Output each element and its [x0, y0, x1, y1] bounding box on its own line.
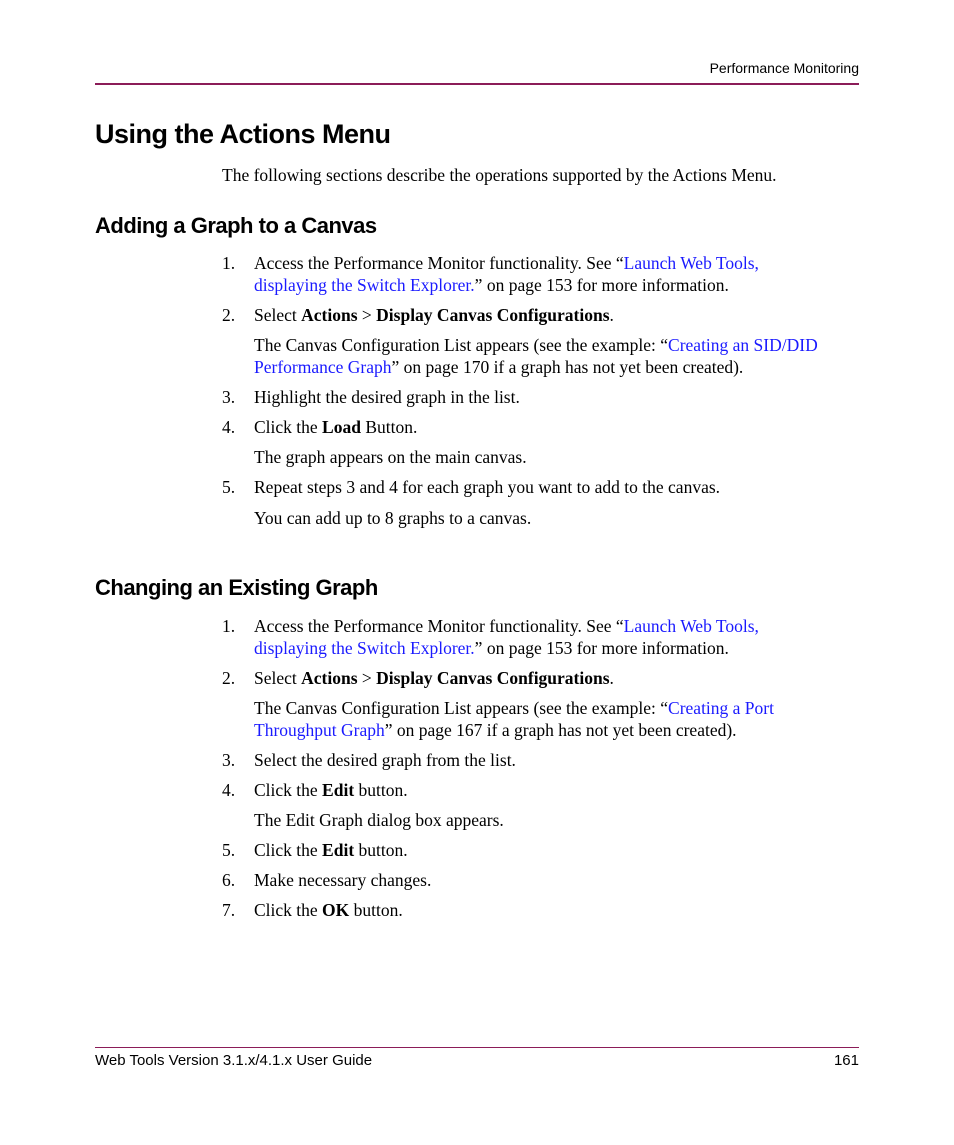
step-text: button. [354, 840, 408, 860]
step-text: Highlight the desired graph in the list. [254, 386, 520, 407]
step-text: Click the [254, 779, 323, 800]
ui-term-display-canvas-configurations: Display Canvas Configurations [376, 304, 610, 325]
ui-term-load: Load [322, 416, 361, 437]
step-text: Access the Performance Monitor functionality. See “ [254, 253, 624, 273]
footer-rule [95, 1047, 859, 1048]
adding-graph-steps [222, 253, 832, 538]
list-item [222, 780, 832, 832]
step-number: 5. [222, 840, 236, 860]
step-text: ” on page 153 for more information. [474, 637, 729, 658]
note-text: The Canvas Configuration List appears (see the example: “ [254, 335, 669, 355]
list-item [222, 253, 832, 296]
list-item [222, 750, 832, 772]
note-text: ” on page 167 if a graph has not yet been created). [384, 719, 737, 740]
step-note [254, 698, 832, 741]
footer-doc-title: Web Tools Version 3.1.x/4.1.x User Guide [95, 1052, 373, 1069]
step-number: 7. [222, 900, 236, 920]
ui-term-edit: Edit [322, 840, 355, 860]
step-text: Repeat steps 3 and 4 for each graph you want to add to the canvas. [254, 477, 721, 497]
step-note: The graph appears on the main canvas. [254, 447, 527, 467]
list-item [222, 477, 832, 529]
step-text: > [357, 304, 377, 325]
step-number: 2. [222, 667, 236, 688]
step-text: Select the desired graph from the list. [254, 749, 516, 770]
ui-term-edit: Edit [322, 779, 355, 800]
step-number: 2. [222, 304, 236, 325]
step-number: 1. [222, 616, 236, 636]
step-text: . [609, 304, 614, 325]
step-number: 1. [222, 253, 236, 273]
list-item [222, 668, 832, 742]
page-title: Using the Actions Menu [95, 119, 391, 149]
step-text: Button. [360, 416, 418, 437]
ui-term-actions: Actions [301, 304, 358, 325]
step-number: 4. [222, 779, 236, 800]
step-note: The Edit Graph dialog box appears. [254, 810, 504, 830]
step-text: Select [254, 667, 302, 688]
list-item [222, 387, 832, 409]
list-item [222, 417, 832, 469]
list-item [222, 840, 832, 862]
step-text: Click the [254, 900, 323, 920]
step-text: ” on page 153 for more information. [474, 274, 729, 295]
section-heading-adding-graph: Adding a Graph to a Canvas [95, 213, 377, 238]
step-text: button. [354, 779, 408, 800]
note-text: ” on page 170 if a graph has not yet been created). [391, 356, 744, 377]
list-item [222, 900, 832, 922]
step-number: 6. [222, 870, 236, 890]
step-text: Access the Performance Monitor functionality. See “ [254, 616, 624, 636]
list-item [222, 305, 832, 379]
link-creating-sid-did-graph[interactable]: Creating an SID/DID Performance Graph [254, 335, 818, 377]
ui-term-ok: OK [322, 900, 350, 920]
step-number: 3. [222, 386, 236, 407]
ui-term-actions: Actions [301, 667, 358, 688]
link-launch-web-tools[interactable]: Launch Web Tools, displaying the Switch Explorer. [254, 253, 759, 295]
step-note [254, 335, 832, 378]
list-item [222, 870, 832, 892]
section-heading-changing-graph: Changing an Existing Graph [95, 575, 378, 600]
step-text: Click the [254, 416, 323, 437]
ui-term-display-canvas-configurations: Display Canvas Configurations [376, 667, 610, 688]
list-item [222, 616, 832, 659]
step-text: button. [349, 900, 403, 920]
link-launch-web-tools[interactable]: Launch Web Tools, displaying the Switch Explorer. [254, 616, 759, 658]
running-header: Performance Monitoring [709, 60, 859, 76]
page-number: 161 [833, 1052, 859, 1069]
step-text: . [609, 667, 614, 688]
header-rule [95, 83, 859, 85]
step-text: > [357, 667, 377, 688]
step-number: 3. [222, 749, 236, 770]
step-note: You can add up to 8 graphs to a canvas. [254, 507, 532, 528]
intro-paragraph: The following sections describe the operations supported by the Actions Menu. [222, 165, 777, 185]
note-text: The Canvas Configuration List appears (see the example: “ [254, 698, 669, 718]
step-number: 4. [222, 416, 236, 437]
changing-graph-steps [222, 616, 832, 930]
step-text: Click the [254, 840, 323, 860]
step-text: Select [254, 304, 302, 325]
step-number: 5. [222, 477, 236, 497]
link-creating-port-throughput-graph[interactable]: Creating a Port Throughput Graph [254, 698, 774, 740]
step-text: Make necessary changes. [254, 870, 432, 890]
